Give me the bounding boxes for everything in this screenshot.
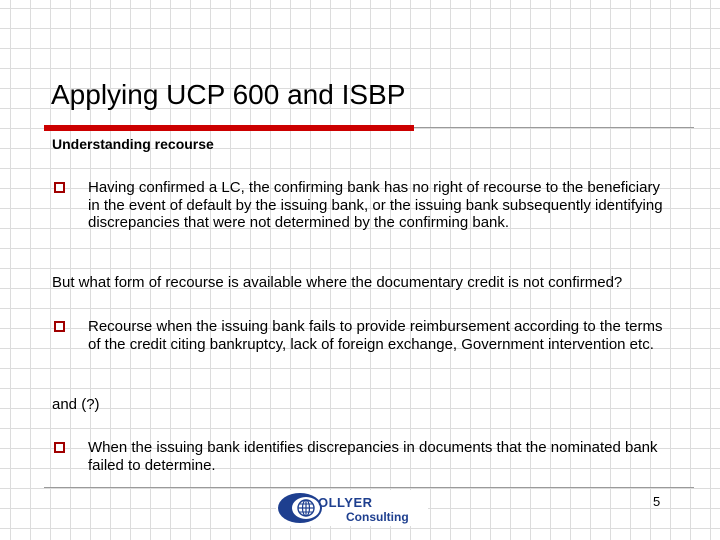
logo-wordmark: OLLYER bbox=[318, 495, 373, 510]
and-text: and (?) bbox=[52, 396, 100, 413]
page-number: 5 bbox=[653, 494, 661, 509]
bullet-text-3: When the issuing bank identifies discrepancies in documents that the nominated bank failed to determine. bbox=[88, 439, 658, 474]
bullet-square-icon bbox=[54, 182, 65, 193]
bullet-square-icon bbox=[54, 442, 65, 453]
globe-logo-icon bbox=[276, 490, 324, 526]
bullet-text-2: Recourse when the issuing bank fails to provide reimbursement according to the terms of the credit citing bankruptcy, lack of foreign exchange, Government intervention etc. bbox=[88, 318, 663, 353]
slide-title: Applying UCP 600 and ISBP bbox=[51, 79, 406, 110]
collyer-logo bbox=[276, 490, 428, 526]
footer-divider bbox=[44, 487, 694, 488]
logo-tagline: Consulting bbox=[346, 510, 409, 524]
title-accent-bar bbox=[44, 125, 414, 131]
bullet-text-1: Having confirmed a LC, the confirming bank has no right of recourse to the beneficiary in the event of default by the issuing bank, or the issuing bank subsequently identifying discrepancies that were not determined by the confirming bank. bbox=[88, 179, 663, 231]
slide-subtitle: Understanding recourse bbox=[52, 136, 214, 152]
bullet-square-icon bbox=[54, 321, 65, 332]
question-text: But what form of recourse is available where the documentary credit is not confirmed? bbox=[52, 274, 623, 291]
